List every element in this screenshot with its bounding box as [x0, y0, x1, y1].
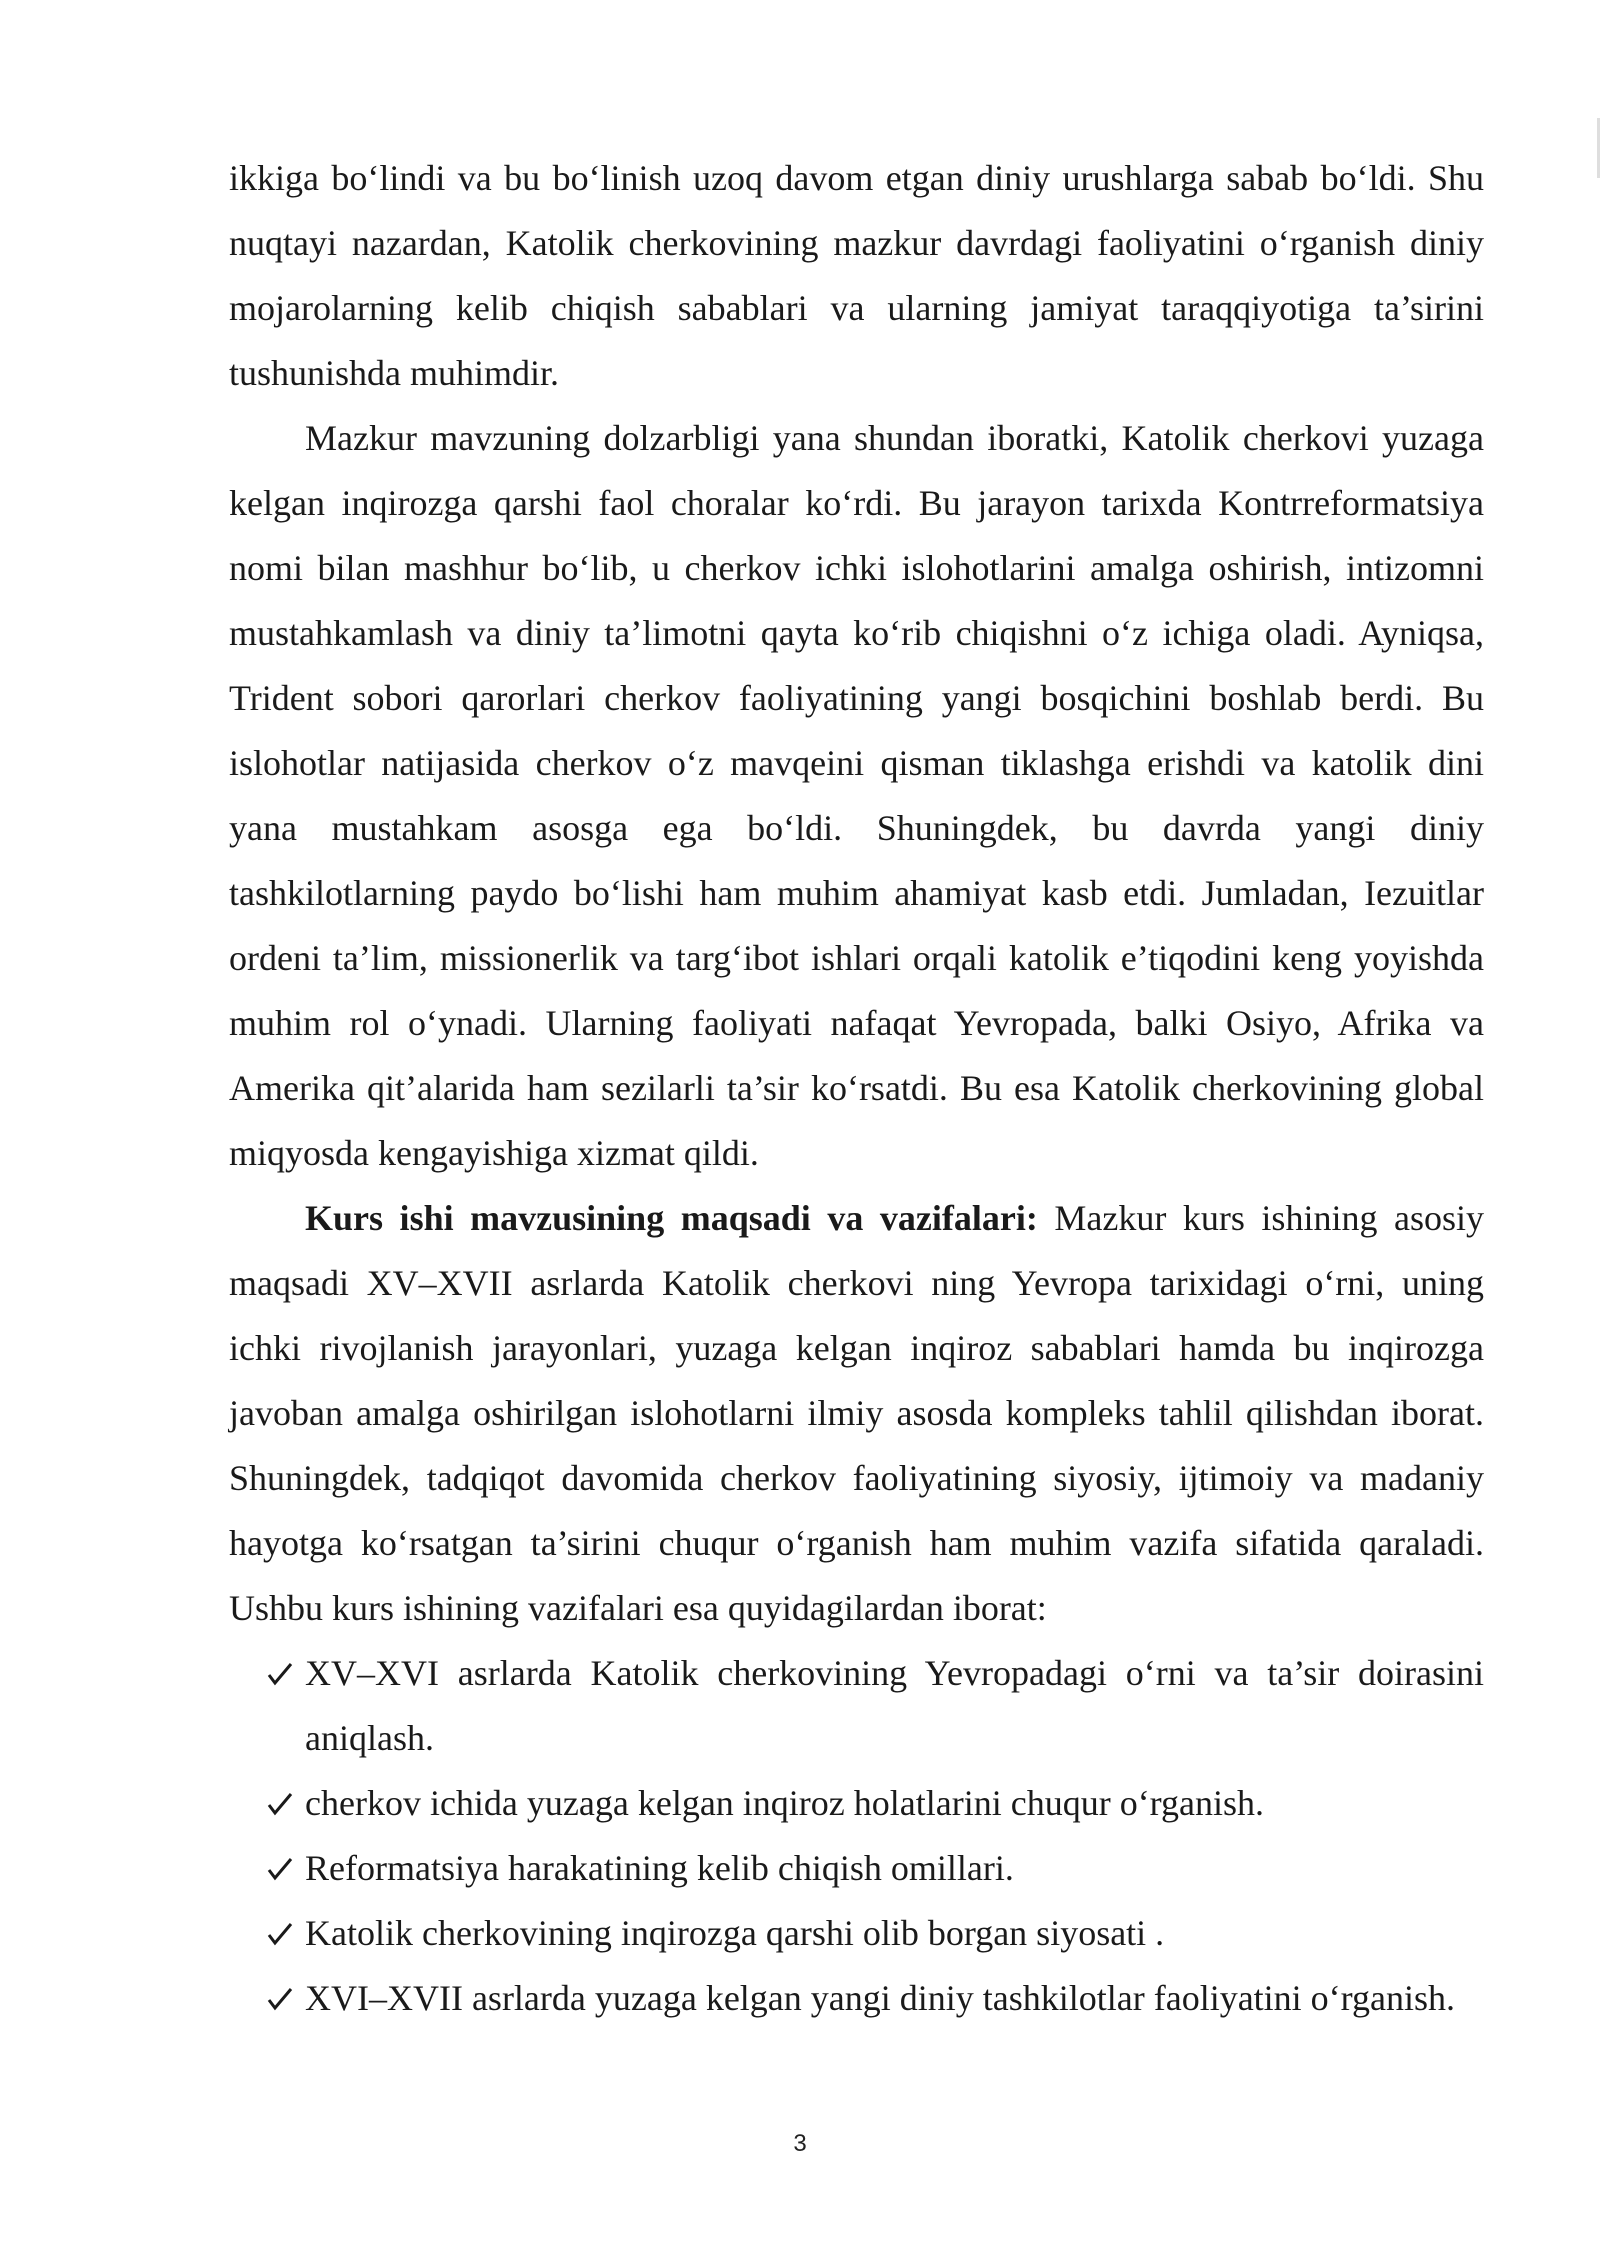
list-item — [229, 1771, 1484, 1836]
checkmark-icon — [267, 1836, 303, 1901]
tasks-list — [229, 1641, 1484, 2031]
list-item — [229, 1966, 1484, 2031]
task-text: Katolik cherkovining inqirozga qarshi olib borgan siyosati . — [305, 1913, 1165, 1953]
task-text: cherkov ichida yuzaga kelgan inqiroz holatlarini chuqur o‘rganish. — [305, 1783, 1265, 1823]
list-item — [229, 1836, 1484, 1901]
goals-body: Mazkur kurs ishining asosiy maqsadi XV–XVII asrlarda Katolik cherkovi ning Yevropa tarixidagi o‘rni, uning ichki rivojlanish jarayonlari, yuzaga kelgan inqiroz sabablari hamda bu inqirozga javoban amalga oshirilgan islohotlarni ilmiy asosda kompleks tahlil qilishdan iborat. Shuningdek, tadqiqot davomida cherkov faoliyatining siyosiy, ijtimoiy va madaniy hayotga ko‘rsatgan ta’sirini chuqur o‘rganish ham muhim vazifa sifatida qaraladi. Ushbu kurs ishining vazifalari esa quyidagilardan iborat: — [229, 1198, 1484, 1628]
checkmark-icon — [267, 1641, 303, 1706]
page-number: 3 — [793, 2130, 807, 2157]
paragraph-goals — [229, 1186, 1484, 1641]
goals-heading: Kurs ishi mavzusining maqsadi va vazifalari: — [305, 1198, 1038, 1238]
list-item — [229, 1901, 1484, 1966]
document-body — [229, 146, 1484, 2031]
paragraph-continuation: ikkiga bo‘lindi va bu bo‘linish uzoq davom etgan diniy urushlarga sabab bo‘ldi. Shu nuqtayi nazardan, Katolik cherkovining mazkur davrdagi faoliyatini o‘rganish diniy mojarolarning kelib chiqish sabablari va ularning jamiyat taraqqiyotiga ta’sirini tushunishda muhimdir. — [229, 158, 1484, 393]
list-item — [229, 1641, 1484, 1771]
task-text: XVI–XVII asrlarda yuzaga kelgan yangi diniy tashkilotlar faoliyatini o‘rganish. — [305, 1978, 1455, 2018]
checkmark-icon — [267, 1966, 303, 2031]
task-text: XV–XVI asrlarda Katolik cherkovining Yevropadagi o‘rni va ta’sir doirasini aniqlash. — [305, 1653, 1484, 1758]
task-text: Reformatsiya harakatining kelib chiqish omillari. — [305, 1848, 1014, 1888]
checkmark-icon — [267, 1901, 303, 1966]
checkmark-icon — [267, 1771, 303, 1836]
paragraph-relevance: Mazkur mavzuning dolzarbligi yana shundan iboratki, Katolik cherkovi yuzaga kelgan inqirozga qarshi faol choralar ko‘rdi. Bu jarayon tarixda Kontrreformatsiya nomi bilan mashhur bo‘lib, u cherkov ichki islohotlarini amalga oshirish, intizomni mustahkamlash va diniy ta’limotni qayta ko‘rib chiqishni o‘z ichiga oladi. Ayniqsa, Trident sobori qarorlari cherkov faoliyatining yangi bosqichini boshlab berdi. Bu islohotlar natijasida cherkov o‘z mavqeini qisman tiklashga erishdi va katolik dini yana mustahkam asosga ega bo‘ldi. Shuningdek, bu davrda yangi diniy tashkilotlarning paydo bo‘lishi ham muhim ahamiyat kasb etdi. Jumladan, Iezuitlar ordeni ta’lim, missionerlik va targ‘ibot ishlari orqali katolik e’tiqodini keng yoyishda muhim rol o‘ynadi. Ularning faoliyati nafaqat Yevropada, balki Osiyo, Afrika va Amerika qit’alarida ham sezilarli ta’sir ko‘rsatdi. Bu esa Katolik cherkovining global miqyosda kengayishiga xizmat qildi. — [229, 418, 1484, 1173]
